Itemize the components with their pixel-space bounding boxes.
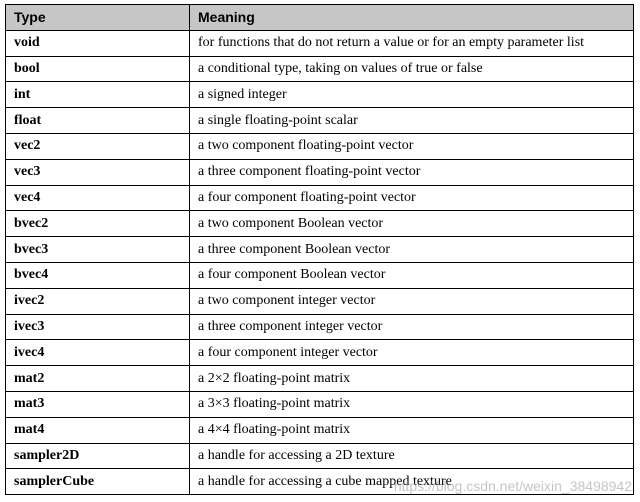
meaning-cell: a 4×4 floating-point matrix [190, 417, 634, 443]
table-row [6, 340, 634, 366]
meaning-cell: a four component floating-point vector [190, 185, 634, 211]
table-row [6, 185, 634, 211]
table-row [6, 159, 634, 185]
table-row [6, 443, 634, 469]
meaning-cell: a four component Boolean vector [190, 262, 634, 288]
meaning-cell: a single floating-point scalar [190, 108, 634, 134]
meaning-cell: a two component integer vector [190, 288, 634, 314]
type-column-header: Type [6, 5, 190, 31]
meaning-cell: a three component Boolean vector [190, 237, 634, 263]
type-cell: bool [6, 56, 190, 82]
type-cell: ivec3 [6, 314, 190, 340]
meaning-cell: a signed integer [190, 82, 634, 108]
type-cell: ivec4 [6, 340, 190, 366]
type-cell: bvec2 [6, 211, 190, 237]
type-cell: mat2 [6, 366, 190, 392]
type-cell: mat3 [6, 391, 190, 417]
type-cell: samplerCube [6, 469, 190, 495]
watermark: https://blog.csdn.net/weixin_38498942 [393, 478, 632, 494]
meaning-cell: a conditional type, taking on values of true or false [190, 56, 634, 82]
table-row [6, 82, 634, 108]
glsl-types-table [5, 4, 634, 495]
table-row [6, 288, 634, 314]
table-row [6, 417, 634, 443]
table-row [6, 237, 634, 263]
type-cell: sampler2D [6, 443, 190, 469]
type-cell: bvec4 [6, 262, 190, 288]
table-row [6, 314, 634, 340]
table-header-row [6, 5, 634, 31]
meaning-column-header: Meaning [190, 5, 634, 31]
table-row [6, 133, 634, 159]
meaning-cell: a handle for accessing a cube mapped texture [190, 469, 634, 495]
table-row [6, 366, 634, 392]
meaning-cell: a four component integer vector [190, 340, 634, 366]
meaning-cell: a handle for accessing a 2D texture [190, 443, 634, 469]
table-row [6, 469, 634, 495]
table-row [6, 30, 634, 56]
glsl-types-table-container [5, 4, 633, 495]
meaning-cell: a 3×3 floating-point matrix [190, 391, 634, 417]
meaning-cell: a two component floating-point vector [190, 133, 634, 159]
type-cell: bvec3 [6, 237, 190, 263]
meaning-cell: a three component integer vector [190, 314, 634, 340]
table-row [6, 108, 634, 134]
meaning-cell: a 2×2 floating-point matrix [190, 366, 634, 392]
meaning-cell: a three component floating-point vector [190, 159, 634, 185]
table-row [6, 262, 634, 288]
type-cell: mat4 [6, 417, 190, 443]
table-row [6, 391, 634, 417]
table-row [6, 211, 634, 237]
type-cell: float [6, 108, 190, 134]
type-cell: int [6, 82, 190, 108]
type-cell: vec4 [6, 185, 190, 211]
type-cell: void [6, 30, 190, 56]
meaning-cell: a two component Boolean vector [190, 211, 634, 237]
type-cell: vec3 [6, 159, 190, 185]
meaning-cell: for functions that do not return a value or for an empty parameter list [190, 30, 634, 56]
table-row [6, 56, 634, 82]
type-cell: vec2 [6, 133, 190, 159]
type-cell: ivec2 [6, 288, 190, 314]
